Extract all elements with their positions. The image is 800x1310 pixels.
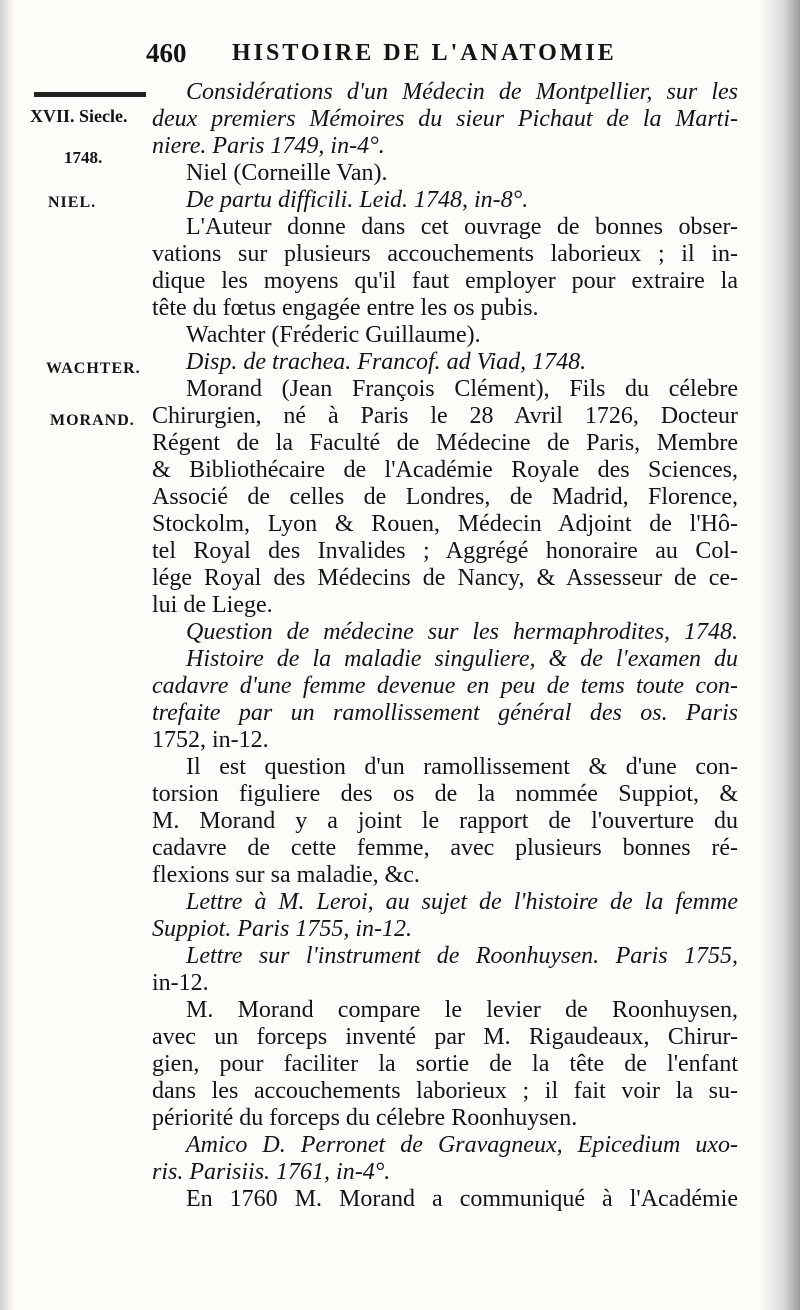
text-line: 1752, in-12. [152,727,269,753]
text-line: M. Morand compare le levier de Roonhuysen, [186,997,738,1023]
text-line: Associé de celles de Londres, de Madrid, Florence, [152,484,738,510]
text-line: L'Auteur donne dans cet ouvrage de bonnes obser- [186,214,738,240]
text-line: De partu difficili. Leid. 1748, in-8°. [186,187,529,213]
text-line: niere. Paris 1749, in-4°. [152,133,385,159]
text-line: dans les accouchements laborieux ; il fait voir la su- [152,1078,738,1104]
page-number: 460 [146,38,187,68]
running-title: HISTOIRE DE L'ANATOMIE [232,40,617,66]
margin-note-niel: NIEL. [48,194,97,211]
text-line: Niel (Corneille Van). [186,160,388,186]
text-line: Lettre à M. Leroi, au sujet de l'histoire de la femme [186,889,738,915]
text-line: cadavre d'une femme devenue en peu de tems toute con- [152,673,738,699]
text-line: Question de médecine sur les hermaphrodites, 1748. [186,619,738,645]
header-rule [34,92,146,97]
margin-note-morand: MORAND. [50,412,135,429]
text-line: in-12. [152,970,209,996]
text-line: & Bibliothécaire de l'Académie Royale des Sciences, [152,457,738,483]
text-line: lége Royal des Médecins de Nancy, & Assesseur de ce- [152,565,738,591]
text-line: Chirurgien, né à Paris le 28 Avril 1726, Docteur [152,403,738,429]
text-line: flexions sur sa maladie, &c. [152,862,420,888]
text-line: trefaite par un ramollissement général des os. Paris [152,700,738,726]
text-line: lui de Liege. [152,592,273,618]
text-line: Il est question d'un ramollissement & d'une con- [186,754,738,780]
text-line: tête du fœtus engagée entre les os pubis. [152,295,539,321]
text-line: Stockolm, Lyon & Rouen, Médecin Adjoint de l'Hô- [152,511,738,537]
page-edge-shadow-right [760,0,800,1310]
text-line: Suppiot. Paris 1755, in-12. [152,916,413,942]
text-line: périorité du forceps du célebre Roonhuysen. [152,1105,578,1131]
text-line: avec un forceps inventé par M. Rigaudeaux, Chirur- [152,1024,738,1050]
text-line: cadavre de cette femme, avec plusieurs bonnes ré- [152,835,738,861]
text-line: M. Morand y a joint le rapport de l'ouverture du [152,808,738,834]
text-line: deux premiers Mémoires du sieur Pichaut de la Marti- [152,106,738,132]
text-line: tel Royal des Invalides ; Aggrégé honoraire au Col- [152,538,738,564]
text-line: En 1760 M. Morand a communiqué à l'Académie [186,1186,738,1212]
text-line: dique les moyens qu'il faut employer pour extraire la [152,268,738,294]
text-line: torsion figuliere des os de la nommée Suppiot, & [152,781,738,807]
text-line: Morand (Jean François Clément), Fils du célebre [186,376,738,402]
margin-note-wachter: WACHTER. [46,360,141,377]
text-line: Histoire de la maladie singuliere, & de l'examen du [186,646,738,672]
text-line: Wachter (Fréderic Guillaume). [186,322,481,348]
text-line: Disp. de trachea. Francof. ad Viad, 1748. [186,349,587,375]
text-line: gien, pour faciliter la sortie de la tête de l'enfant [152,1051,738,1077]
margin-note-century: XVII. Siecle. [30,106,128,126]
text-line: ris. Parisiis. 1761, in-4°. [152,1159,391,1185]
page-edge-shadow-left [0,0,14,1310]
text-line: Amico D. Perronet de Gravagneux, Epicedium uxo- [186,1132,738,1158]
text-line: Considérations d'un Médecin de Montpellier, sur les [186,79,738,105]
text-line: Lettre sur l'instrument de Roonhuysen. Paris 1755, [186,943,738,969]
margin-note-year: 1748. [64,148,103,167]
text-line: Régent de la Faculté de Médecine de Paris, Membre [152,430,738,456]
text-line: vations sur plusieurs accouchements laborieux ; il in- [152,241,738,267]
